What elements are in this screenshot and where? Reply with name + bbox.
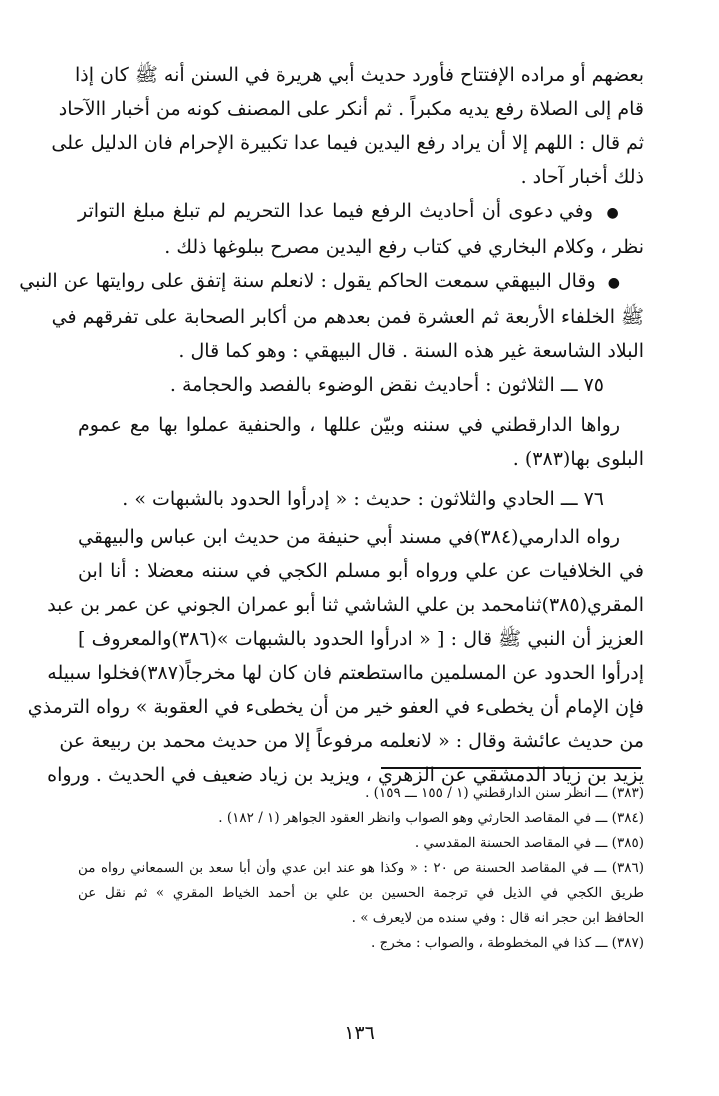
paragraph-2 [78, 194, 644, 264]
paragraph-1 [51, 58, 644, 194]
main-text [19, 58, 644, 792]
footnote-line: الحافظ ابن حجر انه قال : وفي سنده من لايعرف » . [351, 910, 644, 926]
text-line: إدرأوا الحدود عن المسلمين مااستطعتم فان كان لها مخرجاً(٣٨٧)فخلوا سبيله [47, 662, 644, 684]
text-line: ٧٥ ـــ الثلاثون : أحاديث نقض الوضوء بالفصد والحجامة . [169, 374, 604, 396]
text-line: قام إلى الصلاة رفع يديه مكبراً . ثم أنكر على المصنف كونه من أخبار االآحاد [58, 98, 644, 120]
text-line: نظر ، وكلام البخاري في كتاب رفع اليدين مصرح ببلوغها ذلك . [164, 236, 644, 258]
text-line: رواها الدارقطني في سننه وبيّن عللها ، والحنفية عملوا بها مع عموم [78, 414, 620, 436]
text-line: بعضهم أو مراده الإفتتاح فأورد حديث أبي هريرة في السنن أنه ﷺ كان إذا [75, 64, 644, 86]
text-line: في الخلافيات عن علي ورواه أبو مسلم الكجي في سننه معضلا : أنا ابن [78, 560, 644, 582]
footnote-line: طريق الكجي في الذيل في ترجمة الحسين بن علي بن أحمد الخياط المقري » ثم نقل عن [78, 885, 644, 901]
page-number: ١٣٦ [344, 1022, 375, 1044]
text-span: وقال البيهقي سمعت الحاكم يقول : لانعلم سنة إتفق على روايتها عن النبي [19, 270, 596, 292]
footnote-line: (٣٨٣) ـــ انظر سنن الدارقطني (١ / ١٥٥ ـــ ١٥٩) . [365, 785, 644, 801]
footnote-line: (٣٨٥) ـــ في المقاصد الحسنة المقدسي . [414, 835, 644, 851]
footnote-385 [78, 831, 644, 856]
paragraph-3 [19, 264, 644, 368]
footnote-divider [381, 767, 641, 769]
text-line: المقري(٣٨٥)ثنامحمد بن علي الشاشي ثنا أبو عمران الجوني عن عمر بن عبد [47, 594, 644, 616]
text-line: ذلك أخبار آحاد . [520, 166, 644, 188]
footnote-386 [78, 856, 644, 931]
text-line: ٧٦ ـــ الحادي والثلاثون : حديث : « إدرأوا الحدود بالشبهات » . [122, 488, 604, 510]
text-line: البلاد الشاسعة غير هذه السنة . قال البيهقي : وهو كما قال . [178, 340, 644, 362]
section-heading-76 [78, 482, 644, 516]
text-line: يزيد بن زياد الدمشقي عن الزهري ، ويزيد بن زياد ضعيف في الحديث . ورواه [47, 764, 644, 786]
text-line: العزيز أن النبي ﷺ قال : [ « ادرأوا الحدود بالشبهات »(٣٨٦)والمعروف ] [78, 628, 644, 650]
footnote-383 [78, 781, 644, 806]
footnote-line: (٣٨٧) ـــ كذا في المخطوطة ، والصواب : مخرج . [370, 935, 644, 951]
text-line: البلوى بها(٣٨٣) . [512, 448, 644, 470]
footnotes [78, 781, 644, 956]
footnote-387 [78, 931, 644, 956]
text-line: رواه الدارمي(٣٨٤)في مسند أبي حنيفة من حديث ابن عباس والبيهقي [78, 526, 620, 548]
text-line: من حديث عائشة وقال : « لانعلمه مرفوعاً إلا من حديث محمد بن ربيعة عن [59, 730, 644, 752]
page-body [19, 58, 644, 792]
text-line: فإن الإمام أن يخطىء في العفو خير من أن يخطىء في العقوبة » رواه الترمذي [27, 696, 644, 718]
footnote-line: (٣٨٦) ـــ في المقاصد الحسنة ص ٢٠ : « وكذا هو عند ابن عدي وأن أبا سعد بن السمعاني رواه من [78, 860, 645, 876]
footnote-384 [78, 806, 644, 831]
text-line [19, 264, 644, 300]
section-heading-75 [78, 368, 644, 402]
bullet-icon: ● [606, 205, 620, 221]
paragraph-4 [78, 408, 644, 476]
text-line: ﷺ الخلفاء الأربعة ثم العشرة فمن بعدهم من أكابر الصحابة على تفرقهم في [51, 306, 644, 328]
bullet-icon: ● [607, 275, 620, 291]
text-line [78, 194, 644, 230]
footnote-line: (٣٨٤) ـــ في المقاصد الحارثي وهو الصواب وانظر العقود الجواهر (١ / ١٨٢) . [218, 810, 644, 826]
text-line: ثم قال : اللهم إلا أن يراد رفع اليدين فيما عدا تكبيرة الإحرام فان الدليل على [51, 132, 644, 154]
text-span: وفي دعوى أن أحاديث الرفع فيما عدا التحريم لم تبلغ مبلغ التواتر [78, 200, 594, 222]
paragraph-5 [27, 520, 644, 792]
